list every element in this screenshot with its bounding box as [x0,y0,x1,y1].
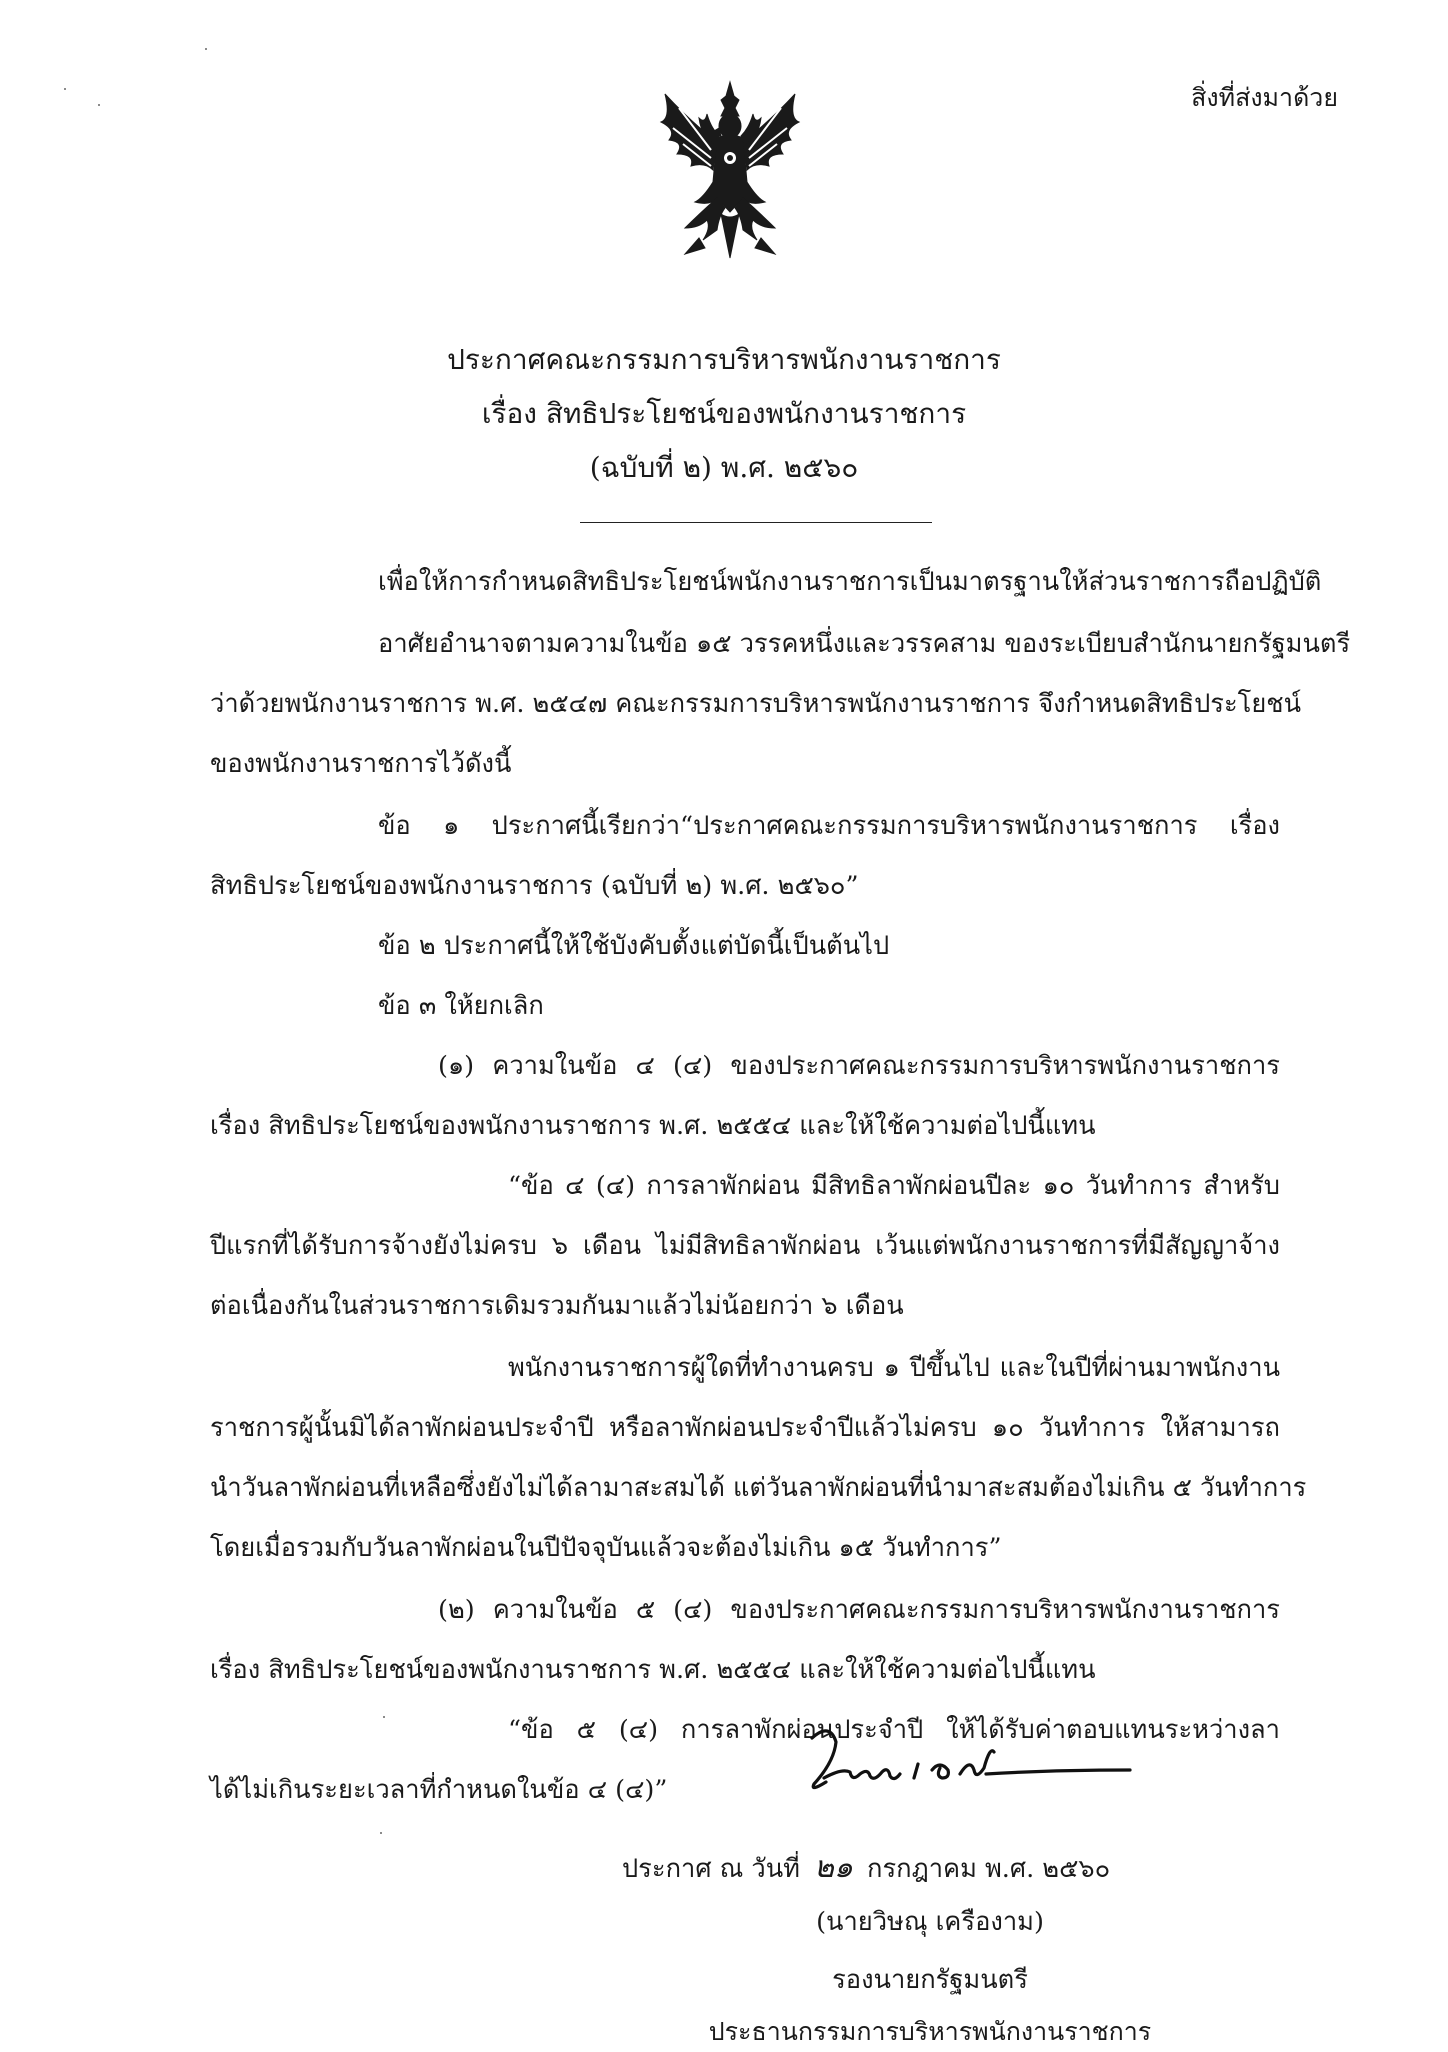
preamble-line-2: อาศัยอำนาจตามความในข้อ ๑๕ วรรคหนึ่งและวรรคสาม ของระเบียบสำนักนายกรัฐมนตรี [378,629,1351,659]
subclause-2-line-2: เรื่อง สิทธิประโยชน์ของพนักงานราชการ พ.ศ. ๒๕๕๔ และให้ใช้ความต่อไปนี้แทน [210,1655,1096,1685]
quote-2-line-3: นำวันลาพักผ่อนที่เหลือซึ่งยังไม่ได้ลามาสะสมได้ แต่วันลาพักผ่อนที่นำมาสะสมต้องไม่เกิน ๕ วันทำการ [210,1473,1307,1503]
date-suffix: กรกฎาคม พ.ศ. ๒๕๖๐ [867,1854,1111,1884]
quote-2-line-2: ราชการผู้นั้นมิได้ลาพักผ่อนประจำปี หรือลาพักผ่อนประจำปีแล้วไม่ครบ ๑๐ วันทำการ ให้สามารถ [210,1413,1280,1443]
quote-1-line-3: ต่อเนื่องกันในส่วนราชการเดิมรวมกันมาแล้วไม่น้อยกว่า ๖ เดือน [210,1291,904,1321]
announcement-edition: (ฉบับที่ ๒) พ.ศ. ๒๕๖๐ [589,451,859,484]
enclosure-note: สิ่งที่ส่งมาด้วย [1191,83,1338,112]
heading-divider [580,522,932,523]
signer-name: (นายวิษณุ เครืองาม) [816,1907,1044,1937]
quote-1-line-1: “ข้อ ๔ (๔) การลาพักผ่อน มีสิทธิลาพักผ่อนปีละ ๑๐ วันทำการ สำหรับ [508,1171,1280,1201]
preamble-line-4: ของพนักงานราชการไว้ดังนี้ [210,749,512,779]
garuda-emblem-icon [655,78,805,268]
signer-position: ประธานกรรมการบริหารพนักงานราชการ [708,2017,1152,2046]
clause-2: ข้อ ๒ ประกาศนี้ให้ใช้บังคับตั้งแต่บัดนี้เป็นต้นไป [378,931,890,961]
announcement-title: ประกาศคณะกรรมการบริหารพนักงานราชการ [447,343,1001,376]
quote-1-line-2: ปีแรกที่ได้รับการจ้างยังไม่ครบ ๖ เดือน ไม่มีสิทธิลาพักผ่อน เว้นแต่พนักงานราชการที่มีสัญญาจ้าง [210,1231,1280,1261]
date-day-handwritten: ๒๑ [814,1850,853,1885]
subclause-1-line-1: (๑) ความในข้อ ๔ (๔) ของประกาศคณะกรรมการบริหารพนักงานราชการ [438,1051,1280,1081]
quote-3-line-1: “ข้อ ๕ (๔) การลาพักผ่อนประจำปี ให้ได้รับค่าตอบแทนระหว่างลา [508,1715,1280,1745]
signer-title: รองนายกรัฐมนตรี [832,1965,1028,1995]
date-line [622,1844,1110,1891]
subclause-2-line-1: (๒) ความในข้อ ๕ (๔) ของประกาศคณะกรรมการบริหารพนักงานราชการ [438,1595,1280,1625]
clause-3: ข้อ ๓ ให้ยกเลิก [378,991,544,1021]
scan-speck [380,1832,382,1834]
quote-2-line-1: พนักงานราชการผู้ใดที่ทำงานครบ ๑ ปีขึ้นไป และในปีที่ผ่านมาพนักงาน [508,1353,1280,1383]
announcement-subject: เรื่อง สิทธิประโยชน์ของพนักงานราชการ [481,397,967,430]
scan-speck [205,48,207,50]
clause-1-line-1: ข้อ ๑ ประกาศนี้เรียกว่า“ประกาศคณะกรรมการบริหารพนักงานราชการ เรื่อง [378,811,1280,841]
preamble-line-1: เพื่อให้การกำหนดสิทธิประโยชน์พนักงานราชการเป็นมาตรฐานให้ส่วนราชการถือปฏิบัติ [378,567,1322,597]
scan-speck [64,88,66,90]
clause-1-line-2: สิทธิประโยชน์ของพนักงานราชการ (ฉบับที่ ๒) พ.ศ. ๒๕๖๐” [210,871,859,901]
date-prefix: ประกาศ ณ วันที่ [622,1854,800,1884]
quote-2-line-4: โดยเมื่อรวมกับวันลาพักผ่อนในปีปัจจุบันแล้วจะต้องไม่เกิน ๑๕ วันทำการ” [210,1533,1002,1563]
quote-3-line-2: ได้ไม่เกินระยะเวลาที่กำหนดในข้อ ๔ (๔)” [210,1775,668,1805]
handwritten-signature-icon [790,1712,1140,1802]
scan-speck [98,104,100,106]
subclause-1-line-2: เรื่อง สิทธิประโยชน์ของพนักงานราชการ พ.ศ. ๒๕๕๔ และให้ใช้ความต่อไปนี้แทน [210,1111,1096,1141]
scan-speck [383,1716,385,1718]
preamble-line-3: ว่าด้วยพนักงานราชการ พ.ศ. ๒๕๔๗ คณะกรรมการบริหารพนักงานราชการ จึงกำหนดสิทธิประโยชน์ [210,689,1302,719]
